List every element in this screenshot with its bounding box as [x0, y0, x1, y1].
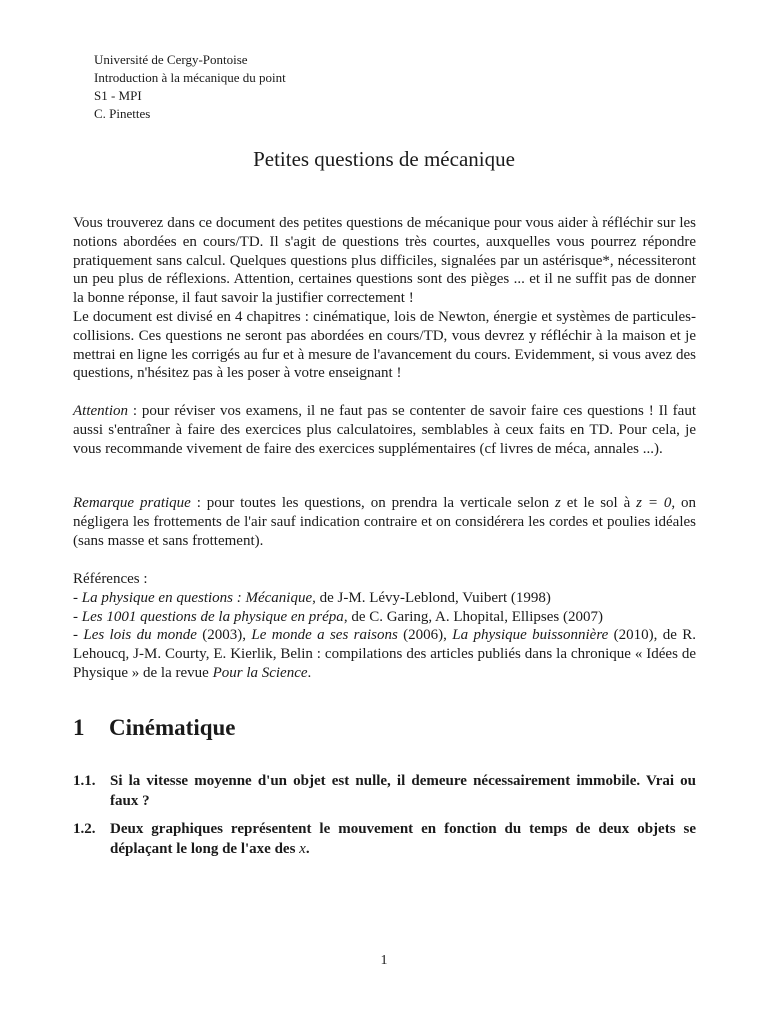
attention-label: Attention [73, 403, 128, 419]
header-course: Introduction à la mécanique du point [94, 70, 286, 85]
question-item [73, 771, 696, 811]
intro-section [73, 214, 696, 383]
math-var-z: z [555, 495, 561, 511]
reference-title: Le monde a ses raisons [251, 627, 398, 644]
intro-paragraph-2: Le document est divisé en 4 chapitres : cinématique, lois de Newton, énergie et systèmes de particules-collisions. Ces questions ne seront pas abordées en cours/TD, vous devrez y réfléchir à la maison et je mettrai en ligne les corrigés au fur et à mesure de l'avancement du cours. Evidemment, si vous avez des questions, n'hésitez pas à les poser à votre enseignant ! [73, 308, 696, 382]
remarque-text-1: : pour toutes les questions, on prendra la verticale selon [190, 495, 556, 511]
header-author: C. Pinettes [94, 106, 151, 121]
references-section [73, 570, 696, 683]
reference-item: - Les 1001 questions de la physique en prépa, de C. Garing, A. Lhopital, Ellipses (2007) [73, 608, 603, 625]
reference-title: Les 1001 questions de la physique en prépa [81, 608, 344, 625]
section-heading [73, 713, 236, 743]
reference-item: - Les lois du monde (2003), Le monde a ses raisons (2006), La physique buissonnière (2010), de R. Lehoucq, J-M. Courty, E. Kierlik, Belin : compilations des articles publiés dans la chronique « Idées de Physique » de la revue Pour la Science. [73, 627, 696, 681]
attention-text: : pour réviser vos examens, il ne faut pas se contenter de savoir faire ces questions ! Il faut aussi s'entraîner à faire des exercices plus calculatoires, semblables à ceux faits en TD. Pour cela, je vous recommande vivement de faire des exercices supplémentaires (cf livres de méca, annales ...). [73, 403, 696, 457]
question-number: 1.2. [73, 821, 96, 837]
reference-title: Les lois du monde [83, 627, 197, 644]
question-item [73, 819, 696, 859]
section-number: 1 [73, 715, 85, 740]
remarque-label: Remarque pratique [73, 495, 191, 511]
course-header [94, 51, 286, 123]
math-equation: z = 0 [636, 495, 672, 511]
remarque-text-2: et le sol à [560, 495, 637, 511]
question-number: 1.1. [73, 773, 96, 789]
document-title: Petites questions de mécanique [253, 147, 515, 171]
intro-paragraph-1: Vous trouverez dans ce document des petites questions de mécanique pour vous aider à réfléchir sur les notions abordées en cours/TD. Il s'agit de questions très courtes, auxquelles vous pourrez répondre pratiquement sans calcul. Quelques questions plus difficiles, signalées par un astérisque*, nécessiteront un peu plus de réflexions. Attention, certaines questions sont des pièges ... et il ne suffit pas de donner la bonne réponse, il faut savoir la justifier correctement ! [73, 215, 696, 307]
reference-title: La physique en questions : Mécanique [81, 589, 313, 606]
references-heading: Références : [73, 571, 148, 587]
header-university: Université de Cergy-Pontoise [94, 52, 248, 67]
remarque-text-3: , on négligera les frottements de l'air sauf indication contraire et on considérera les cordes et poulies idéales (sans masse et sans frottement). [73, 495, 697, 549]
attention-paragraph [73, 402, 696, 458]
question-list [73, 771, 696, 867]
section-title: Cinématique [109, 715, 236, 740]
reference-title: Pour la Science [212, 664, 308, 681]
reference-item: - La physique en questions : Mécanique, de J-M. Lévy-Leblond, Vuibert (1998) [73, 589, 551, 606]
header-program: S1 - MPI [94, 88, 142, 103]
page-number: 1 [380, 953, 388, 968]
remarque-paragraph [73, 494, 696, 550]
reference-title: La physique buissonnière [452, 627, 609, 644]
question-text: Si la vitesse moyenne d'un objet est nulle, il demeure nécessairement immobile. Vrai ou faux ? [110, 773, 696, 809]
math-var-x: x [299, 841, 306, 857]
question-text: Deux graphiques représentent le mouvement en fonction du temps de deux objets se déplaçant le long de l'axe des x. [110, 821, 696, 857]
